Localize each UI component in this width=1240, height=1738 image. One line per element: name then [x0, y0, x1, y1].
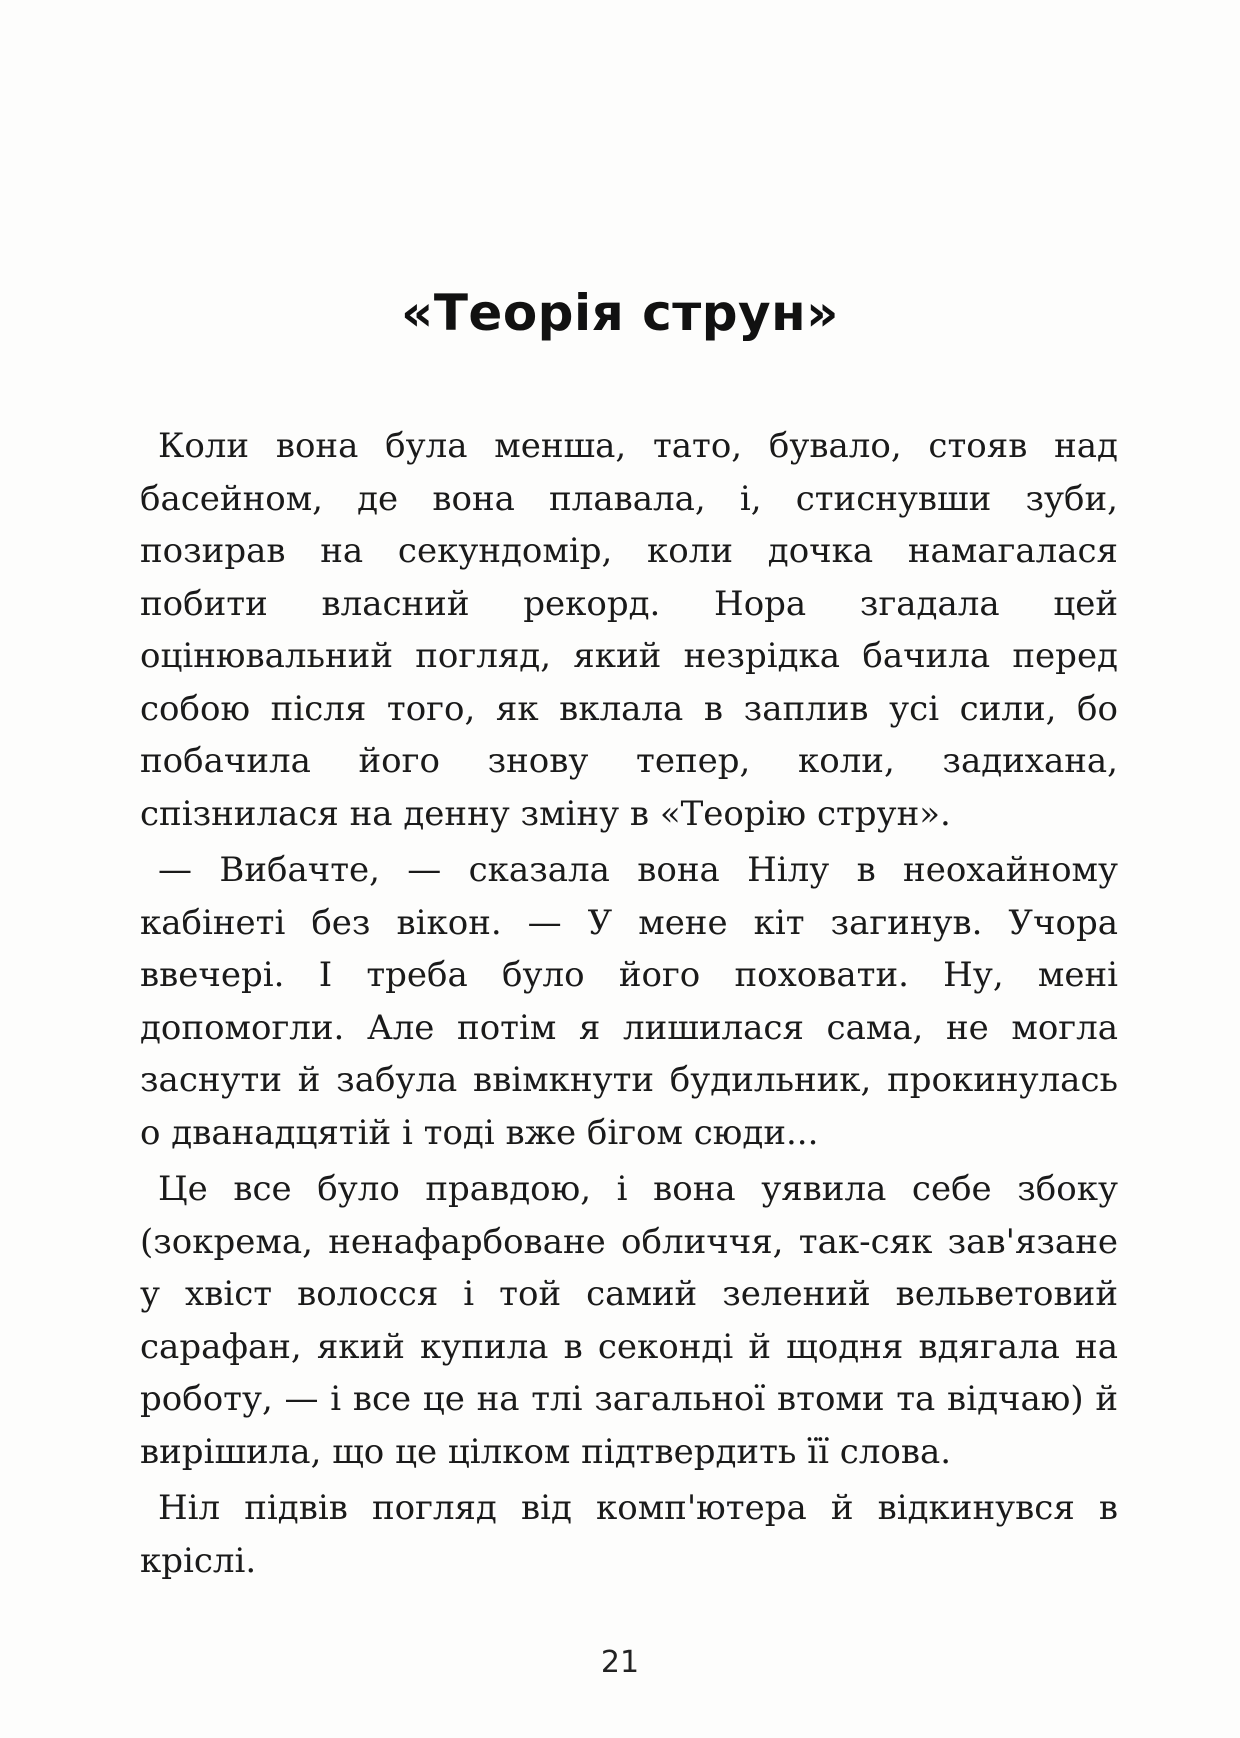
paragraph-3: Це все було правдою, і вона уявила себе збоку (зокрема, ненафарбоване обличчя, так-сяк зав'язане у хвіст волосся і той самий зелений вельветовий сарафан, який купила в секонді й щодня вдягала на роботу, — і все це на тлі загальної втоми та відчаю) й вирішила, що це цілком підтвердить її слова. — [140, 1169, 1118, 1472]
paragraph-4: Ніл підвів погляд від комп'ютера й відкинувся в кріслі. — [140, 1488, 1118, 1581]
paragraph-1: Коли вона була менша, тато, бувало, стояв над басейном, де вона плавала, і, стиснувши зуби, позирав на секундомір, коли дочка намагалася побити власний рекорд. Нора згадала цей оцінювальний погляд, який незрідка бачила перед собою після того, як вклала в заплив усі сили, бо побачила його знову тепер, коли, задихана, спізнилася на денну зміну в «Теорію струн». — [140, 426, 1118, 834]
paragraph-2: — Вибачте, — сказала вона Нілу в неохайному кабінеті без вікон. — У мене кіт загинув. Учора ввечері. І треба було його поховати. Ну, мені допомогли. Але потім я лишилася сама, не могла заснути й забула ввімкнути будильник, прокинулась о дванадцятій і тоді вже бігом сюди... — [140, 850, 1118, 1153]
chapter-title: «Теорія струн» — [401, 283, 839, 342]
body-text — [140, 420, 1118, 1591]
page-number: 21 — [600, 1645, 640, 1680]
